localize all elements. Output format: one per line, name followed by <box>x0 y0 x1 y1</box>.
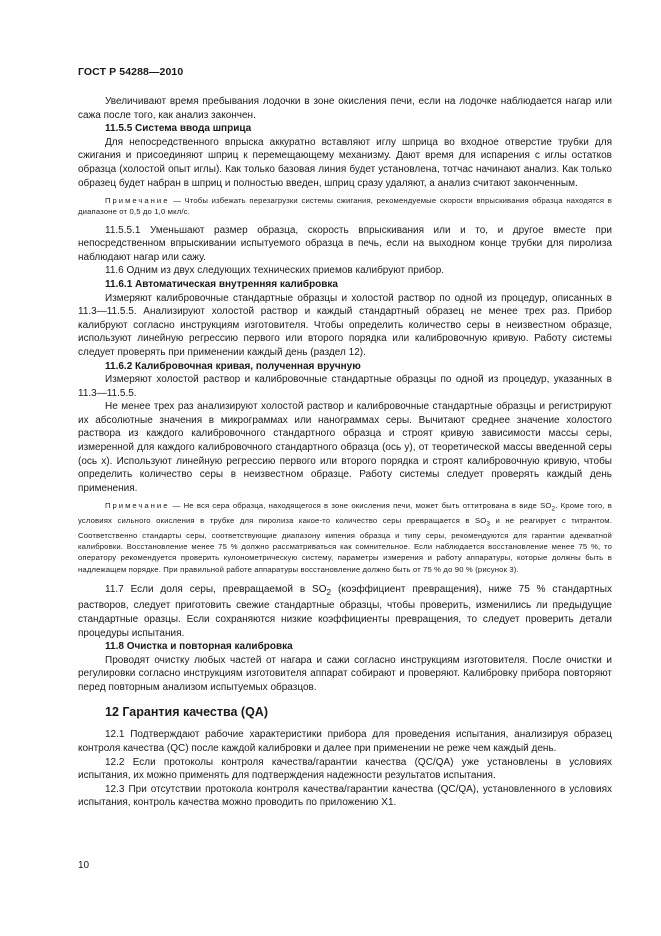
section-heading-11-6-1: 11.6.1 Автоматическая внутренняя калибровка <box>105 278 338 290</box>
paragraph: Не менее трех раз анализируют холостой раствор и калибровочные стандартные образцы и регистрируют их абсолютные значения в микрограммах или нанограммах серы. Вычитают среднее значение холостого раствора из каждого калибровочного стандартного образца и строят кривую зависимости массы серы, измеренной для каждого калибровочного стандартного образца (ось y), от теоретической массы введенной серы (ось x). Используют линейную регрессию первого или второго порядка и строят калибровочную кривую, чтобы определить количество серы в неизвестном образце. Работу системы следует проверять каждый день применения. <box>78 401 612 494</box>
paragraph: Для непосредственного впрыска аккуратно вставляют иглу шприца во входное отверстие трубки для сжигания и присоединяют шприц к перемещающему механизму. Дают время для испарения с иглы остатков образца (холостой опыт иглы). Как только базовая линия будет установлена, тотчас начинают анализ. Как только образец будет набран в шприц и полностью введен, шприц сразу удаляют, а анализ считают законченным. <box>78 136 612 189</box>
section-heading-11-5-5: 11.5.5 Система ввода шприца <box>105 123 252 135</box>
paragraph-12-3: 12.3 При отсутствии протокола контроля качества/гарантии качества (QC/QA), установленного в условиях испытания, контроль качества можно проводить по приложению Х1. <box>78 783 612 809</box>
paragraph-11-5-5-1: 11.5.5.1 Уменьшают размер образца, скорость впрыскивания или и то, и другое вместе при непосредственном впрыскивании испытуемого образца в печь, если на выходном конце трубки для пиролиза наблюдают нагар или сажу. <box>78 224 612 263</box>
paragraph-12-1: 12.1 Подтверждают рабочие характеристики прибора для проведения испытания, анализируя образец контроля качества (QC) после каждой калибровки и далее при применении не реже чем каждый день. <box>78 729 612 755</box>
section-heading-12: 12 Гарантия качества (QA) <box>105 705 268 720</box>
note-label: Примечание <box>105 196 170 206</box>
note-text: — Чтобы избежать перезагрузки системы сжигания, рекомендуемые скорости впрыскивания образца находятся в диапазоне от 0,5 до 1,0 мкл/с. <box>78 196 612 217</box>
page-number: 10 <box>78 860 90 871</box>
paragraph: Измеряют калибровочные стандартные образцы и холостой раствор по одной из процедур, описанных в 11.3—11.5.5. Анализируют холостой раствор и каждый стандартный образец не менее трех раз. Прибор калибруют согласно инструкциям изготовителя. Чтобы определить количество серы в неизвестном образце, используют линейную регрессию первого или второго порядка или калибровочную кривую. Работу системы следует проверять при применении каждый день (раздел 12). <box>78 292 612 358</box>
note: Примечание — Не вся сера образца, находящегося в зоне окисления печи, может быть оттитрована в виде $SO_2$. Кроме того, в условиях сильного окисления в трубке для пиролиза какое-то количество серы превращается в $SO_3$ и не реагирует с титрантом. Соответственно стандарты серы, соответствующие диапазону кипения образца и типу серы, рекомендуются для гарантии адекватной калибровки. Восстановление менее 75 % должно рассматриваться как сомнительное. Если наблюдается восстановление менее 75 %, то оператору рекомендуется проверить кулонометрическую систему, параметры измерения и работу аппаратуры, которые должны быть в надлежащем порядке. При правильной работе аппаратуры восстановление должно быть от 75 % до 90 % (рисунок 3). <box>78 501 612 574</box>
section-heading-11-6-2: 11.6.2 Калибровочная кривая, полученная вручную <box>105 360 361 372</box>
document-body <box>78 95 612 810</box>
document-header: ГОСТ Р 54288—2010 <box>78 66 184 78</box>
section-heading-11-8: 11.8 Очистка и повторная калибровка <box>105 641 293 653</box>
paragraph-12-2: 12.2 Если протоколы контроля качества/гарантии качества (QC/QA) уже установлены в условиях испытания, их можно применять для подтверждения надежности результатов испытания. <box>78 756 612 782</box>
paragraph: Измеряют холостой раствор и калибровочные стандартные образцы по одной из процедур, указанных в 11.3—11.5.5. <box>78 374 612 399</box>
paragraph-11-7: 11.7 Если доля серы, превращаемой в $SO_2$ (коэффициент превращения), ниже 75 % стандартных растворов, следует приготовить свежие стандартные образцы, чтобы проверить, изменились ли предыдущие стандартные оразцы. Если сохраняются низкие коэффициенты превращения, то следует проверить детали процедуры испытания. <box>78 583 612 639</box>
paragraph: Проводят очистку любых частей от нагара и сажи согласно инструкциям изготовителя. После очистки и регулировки согласно инструкциям изготовителя аппарат собирают и проверяют. Калибровку прибора повторяют перед повторным анализом испытуемых образцов. <box>78 654 612 693</box>
paragraph: Увеличивают время пребывания лодочки в зоне окисления печи, если на лодочке наблюдается нагар или сажа после того, как анализ закончен. <box>78 96 612 121</box>
paragraph-11-6: 11.6 Одним из двух следующих технических приемов калибруют прибор. <box>105 265 445 277</box>
note <box>78 195 612 217</box>
note-label: Примечание <box>105 501 170 511</box>
